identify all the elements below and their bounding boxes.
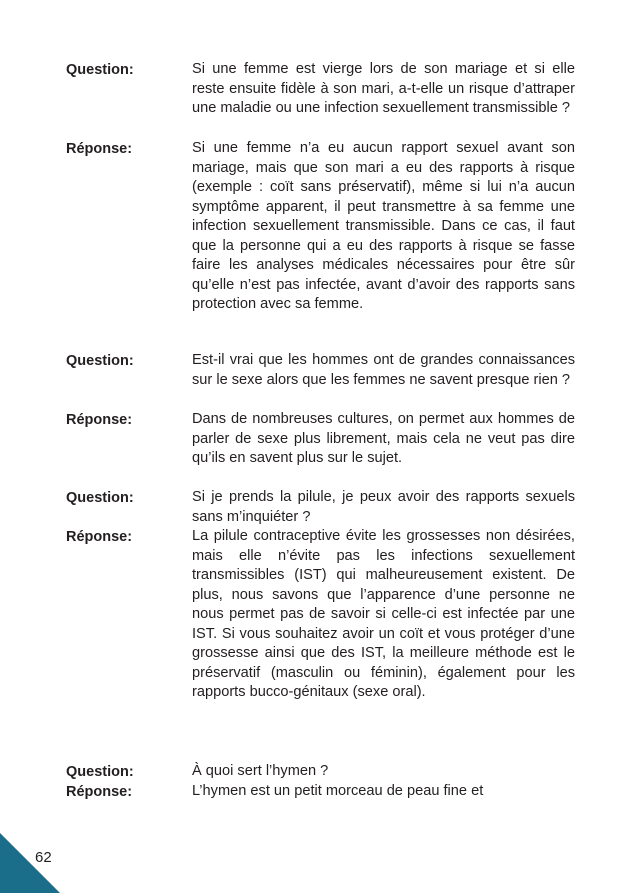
question-text-2: Est-il vrai que les hommes ont de grandes connaissances sur le sexe alors que les femmes ne savent presque rien ? xyxy=(192,352,575,388)
question-label-2: Question: xyxy=(66,353,134,369)
answer-label-4: Réponse: xyxy=(66,784,133,800)
page-number: 62 xyxy=(35,849,52,866)
answer-label-1: Réponse: xyxy=(66,141,133,157)
question-label-1: Question: xyxy=(66,62,134,78)
answer-label-2: Réponse: xyxy=(66,412,133,428)
answer-label-3: Réponse: xyxy=(66,529,133,545)
question-label-4: Question: xyxy=(66,764,134,780)
question-label-3: Question: xyxy=(66,490,134,506)
answer-text-4: L’hymen est un petit morceau de peau fine et xyxy=(192,783,484,799)
answer-text-3: La pilule contraceptive évite les grossesses non désirées, mais elle n’évite pas les infections sexuellement transmissibles (IST) qui malheureusement existent. De plus, nous savons que l’apparence d’une personne ne nous permet pas de savoir si celle-ci est infectée par une IST. Si vous souhaitez avoir un coït et vous protéger d’une grossesse ainsi que des IST, la meilleure méthode est le préservatif (masculin ou féminin), également pour les rapports bucco-génitaux (sexe oral). xyxy=(192,528,575,701)
answer-text-2: Dans de nombreuses cultures, on permet aux hommes de parler de sexe plus librement, mais cela ne veut pas dire qu’ils en savent plus sur le sujet. xyxy=(192,411,575,467)
question-text-4: À quoi sert l’hymen ? xyxy=(192,763,329,779)
answer-text-1: Si une femme n’a eu aucun rapport sexuel avant son mariage, mais que son mari a eu des rapports à risque (exemple : coït sans préservatif), même si lui n’a aucun symptôme apparent, il peut transmettre à sa femme une infection sexuellement transmissible. Dans ce cas, il faut que la personne qui a eu des rapports à risque se fasse faire les analyses médicales nécessaires pour être sûr qu’elle n’est pas infectée, avant d’avoir des rapports sans protection avec sa femme. xyxy=(192,140,575,313)
question-text-1: Si une femme est vierge lors de son mariage et si elle reste ensuite fidèle à son mari, a-t-elle un risque d’attraper une maladie ou une infection sexuellement transmissible ? xyxy=(192,61,575,117)
question-text-3: Si je prends la pilule, je peux avoir des rapports sexuels sans m’inquiéter ? xyxy=(192,489,575,525)
